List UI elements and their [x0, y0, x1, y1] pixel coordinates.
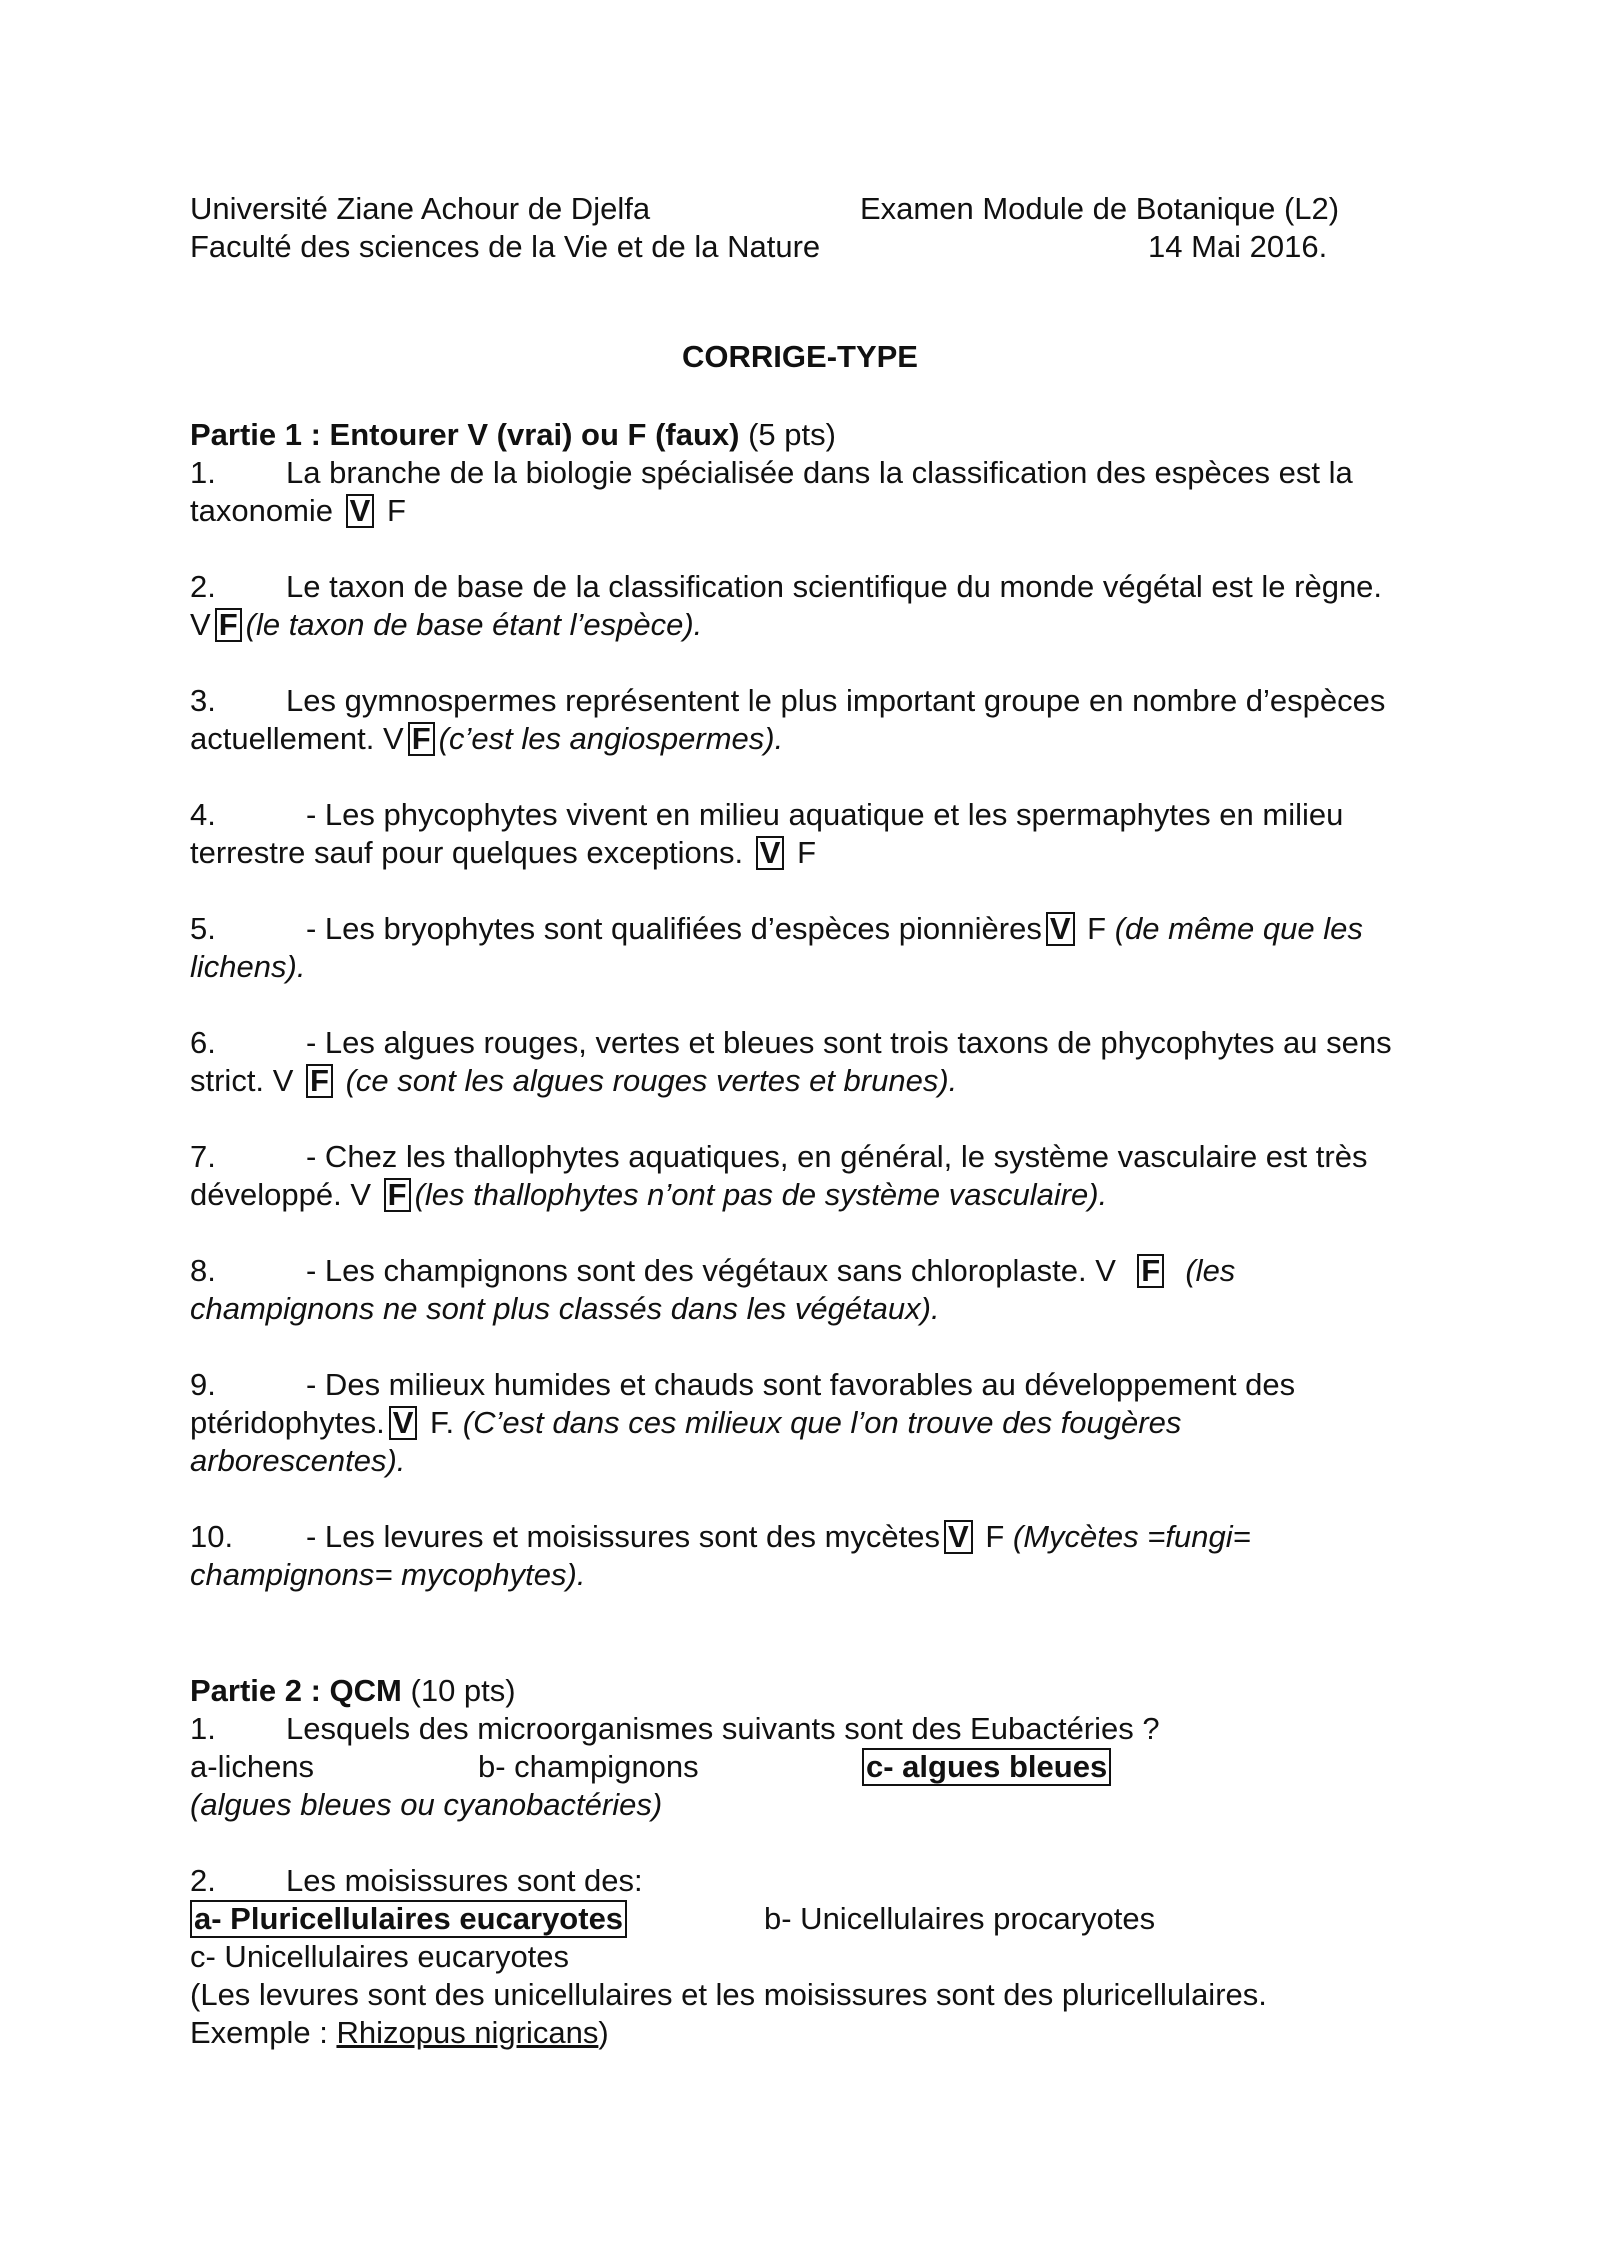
part1-question-8	[190, 1252, 1440, 1328]
answer-v[interactable]: V	[350, 1177, 371, 1212]
exam-title: Examen Module de Botanique (L2)	[860, 191, 1340, 226]
question-number: 8.	[190, 1253, 216, 1288]
correction-note: (c’est les angiospermes).	[438, 721, 784, 756]
answer-f[interactable]: F.	[430, 1405, 455, 1440]
example-label: Exemple :	[190, 2015, 337, 2050]
question-text: - Les algues rouges, vertes et bleues sont trois taxons de phycophytes au sens	[306, 1025, 1392, 1060]
option-c[interactable]: c- Unicellulaires eucaryotes	[190, 1939, 570, 1974]
question-number: 9.	[190, 1367, 216, 1402]
question-text: strict.	[190, 1063, 265, 1098]
answer-f-circled[interactable]: F	[215, 608, 242, 642]
answer-f-circled[interactable]: F	[1137, 1254, 1164, 1288]
correction-note: (de même que les	[1114, 911, 1363, 946]
part2-heading	[190, 1672, 1440, 1710]
question-number: 4.	[190, 797, 216, 832]
question-number: 2.	[190, 569, 216, 604]
correction-note: (algues bleues ou cyanobactéries)	[190, 1787, 663, 1822]
part1-question-4	[190, 796, 1440, 872]
question-text: - Des milieux humides et chauds sont favorables au développement des	[306, 1367, 1296, 1402]
question-text: Le taxon de base de la classification scientifique du monde végétal est le règne.	[286, 569, 1383, 604]
part2-heading-text: Partie 2 : QCM	[190, 1673, 402, 1708]
answer-f[interactable]: F	[1087, 911, 1107, 946]
answer-v[interactable]: V	[383, 721, 404, 756]
part1-heading	[190, 416, 1440, 454]
part1-question-5	[190, 910, 1440, 986]
answer-v[interactable]: V	[1095, 1253, 1116, 1288]
question-text: Les gymnospermes représentent le plus important groupe en nombre d’espèces	[286, 683, 1386, 718]
header-row-1	[190, 190, 1390, 228]
question-number: 7.	[190, 1139, 216, 1174]
option-a[interactable]: a-lichens	[190, 1749, 315, 1784]
correction-note: (Les levures sont des unicellulaires et les moisissures sont des pluricellulaires.	[190, 1977, 1267, 2012]
part1-question-2	[190, 568, 1440, 644]
question-text: - Les champignons sont des végétaux sans chloroplaste.	[306, 1253, 1087, 1288]
page-title: CORRIGE-TYPE	[682, 339, 918, 374]
part1-question-6	[190, 1024, 1440, 1100]
answer-v-circled[interactable]: V	[389, 1406, 418, 1440]
correction-note: champignons ne sont plus classés dans les végétaux).	[190, 1291, 940, 1326]
correction-note: (Mycètes =fungi=	[1012, 1519, 1251, 1554]
answer-v-circled[interactable]: V	[944, 1520, 973, 1554]
part1-question-9	[190, 1366, 1440, 1480]
correction-note: (les	[1185, 1253, 1236, 1288]
correction-note: (C’est dans ces milieux que l’on trouve des fougères	[462, 1405, 1182, 1440]
question-number: 6.	[190, 1025, 216, 1060]
part1-question-1	[190, 454, 1440, 530]
answer-f[interactable]: F	[985, 1519, 1005, 1554]
example-end: )	[598, 2015, 609, 2050]
example-species: Rhizopus nigricans	[336, 2015, 599, 2050]
header-row-2	[190, 228, 1390, 266]
correction-note: lichens).	[190, 949, 306, 984]
question-text: - Les levures et moisissures sont des mycètes	[306, 1519, 941, 1554]
question-number: 1.	[190, 1711, 216, 1746]
option-c-selected[interactable]: c- algues bleues	[862, 1748, 1111, 1786]
correction-note: (les thallophytes n’ont pas de système vasculaire).	[414, 1177, 1108, 1212]
correction-note: (ce sont les algues rouges vertes et brunes).	[345, 1063, 958, 1098]
answer-v[interactable]: V	[190, 607, 211, 642]
option-b[interactable]: b- champignons	[478, 1749, 699, 1784]
faculty-name: Faculté des sciences de la Vie et de la Nature	[190, 229, 821, 264]
question-text: Les moisissures sont des:	[286, 1863, 643, 1898]
part1-question-10	[190, 1518, 1440, 1594]
correction-note: (le taxon de base étant l’espèce).	[245, 607, 703, 642]
part1-points: (5 pts)	[748, 417, 836, 452]
question-number: 5.	[190, 911, 216, 946]
question-text: La branche de la biologie spécialisée dans la classification des espèces est la	[286, 455, 1353, 490]
answer-v-circled[interactable]: V	[346, 494, 375, 528]
answer-v-circled[interactable]: V	[1046, 912, 1075, 946]
answer-f-circled[interactable]: F	[384, 1178, 411, 1212]
part2-question-2	[190, 1862, 1440, 2052]
answer-f-circled[interactable]: F	[408, 722, 435, 756]
correction-note: champignons= mycophytes).	[190, 1557, 586, 1592]
answer-f[interactable]: F	[797, 835, 817, 870]
exam-date: 14 Mai 2016.	[1148, 229, 1328, 264]
question-text: ptéridophytes.	[190, 1405, 385, 1440]
question-text: taxonomie	[190, 493, 334, 528]
answer-f[interactable]: F	[386, 493, 406, 528]
question-number: 3.	[190, 683, 216, 718]
answer-f-circled[interactable]: F	[306, 1064, 333, 1098]
question-number: 1.	[190, 455, 216, 490]
part1-question-3	[190, 682, 1440, 758]
correction-note: arborescentes).	[190, 1443, 406, 1478]
question-text: - Les bryophytes sont qualifiées d’espèces pionnières	[306, 911, 1042, 946]
question-number: 2.	[190, 1863, 216, 1898]
part2-points: (10 pts)	[410, 1673, 516, 1708]
question-text: - Les phycophytes vivent en milieu aquatique et les spermaphytes en milieu	[306, 797, 1344, 832]
answer-v-circled[interactable]: V	[756, 836, 785, 870]
answer-v[interactable]: V	[272, 1063, 294, 1098]
question-text: actuellement.	[190, 721, 375, 756]
question-text: Lesquels des microorganismes suivants sont des Eubactéries ?	[286, 1711, 1160, 1746]
part1-question-7	[190, 1138, 1440, 1214]
part2-question-1	[190, 1710, 1440, 1824]
question-text: terrestre sauf pour quelques exceptions.	[190, 835, 744, 870]
question-text: développé.	[190, 1177, 342, 1212]
part1-heading-text: Partie 1 : Entourer V (vrai) ou F (faux)	[190, 417, 740, 452]
option-a-selected[interactable]: a- Pluricellulaires eucaryotes	[190, 1900, 627, 1938]
question-text: - Chez les thallophytes aquatiques, en général, le système vasculaire est très	[306, 1139, 1368, 1174]
university-name: Université Ziane Achour de Djelfa	[190, 191, 651, 226]
option-b[interactable]: b- Unicellulaires procaryotes	[764, 1901, 1156, 1936]
question-number: 10.	[190, 1519, 234, 1554]
